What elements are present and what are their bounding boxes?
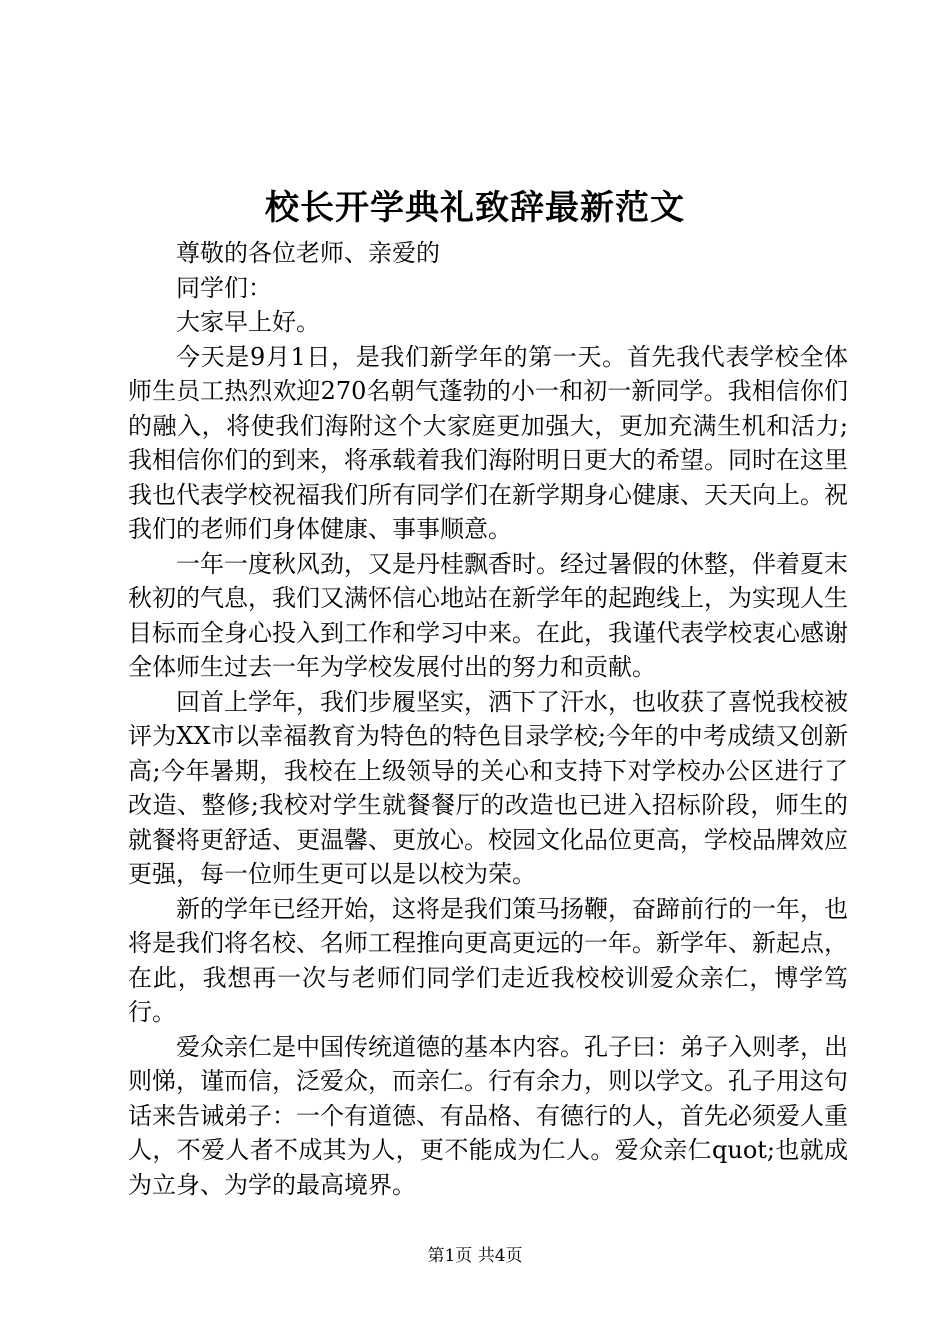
paragraph-review: 回首上学年，我们步履坚实，洒下了汗水，也收获了喜悦我校被评为XX市以幸福教育为特色的特色目录学校;今年的中考成绩又创新高;今年暑期，我校在上级领导的关心和支持下对学校办公区进行了改造、整修;我校对学生就餐餐厅的改造也已进入招标阶段，师生的就餐将更舒适、更温馨、更放心。校园文化品位更高，学校品牌效应更强，每一位师生更可以是以校为荣。 — [128, 687, 848, 888]
paragraph-greeting: 大家早上好。 — [176, 308, 320, 336]
paragraph-welcome: 今天是9月1日，是我们新学年的第一天。首先我代表学校全体师生员工热烈欢迎270名朝气蓬勃的小一和初一新同学。我相信你们的融入，将使我们海附这个大家庭更加强大，更加充满生机和活力;我相信你们的到来，将承载着我们海附明日更大的希望。同时在这里我也代表学校祝福我们所有同学们在新学期身心健康、天天向上。祝我们的老师们身体健康、事事顺意。 — [128, 342, 848, 543]
paragraph-salutation-cont: 同学们： — [176, 273, 272, 302]
paragraph-autumn: 一年一度秋风劲，又是丹桂飘香时。经过暑假的休整，伴着夏末秋初的气息，我们又满怀信心地站在新学年的起跑线上，为实现人生目标而全身心投入到工作和学习中来。在此，我谨代表学校衷心感谢全体师生过去一年为学校发展付出的努力和贡献。 — [128, 549, 848, 681]
paragraph-new-year: 新的学年已经开始，这将是我们策马扬鞭，奋蹄前行的一年，也将是我们将名校、名师工程推向更高更远的一年。新学年、新起点，在此，我想再一次与老师们同学们走近我校校训爱众亲仁，博学笃行。 — [128, 894, 848, 1026]
document-body — [128, 236, 848, 1202]
paragraph-motto: 爱众亲仁是中国传统道德的基本内容。孔子曰：弟子入则孝，出则悌，谨而信，泛爱众，而亲仁。行有余力，则以学文。孔子用这句话来告诫弟子：一个有道德、有品格、有德行的人，首先必须爱人重人，不爱人者不成其为人，更不能成为仁人。爱众亲仁quot;也就成为立身、为学的最高境界。 — [128, 1032, 848, 1199]
paragraph-salutation: 尊敬的各位老师、亲爱的 — [176, 239, 440, 267]
document-title: 校长开学典礼致辞最新范文 — [265, 188, 685, 228]
page-number: 第1页 共4页 — [427, 1246, 523, 1266]
